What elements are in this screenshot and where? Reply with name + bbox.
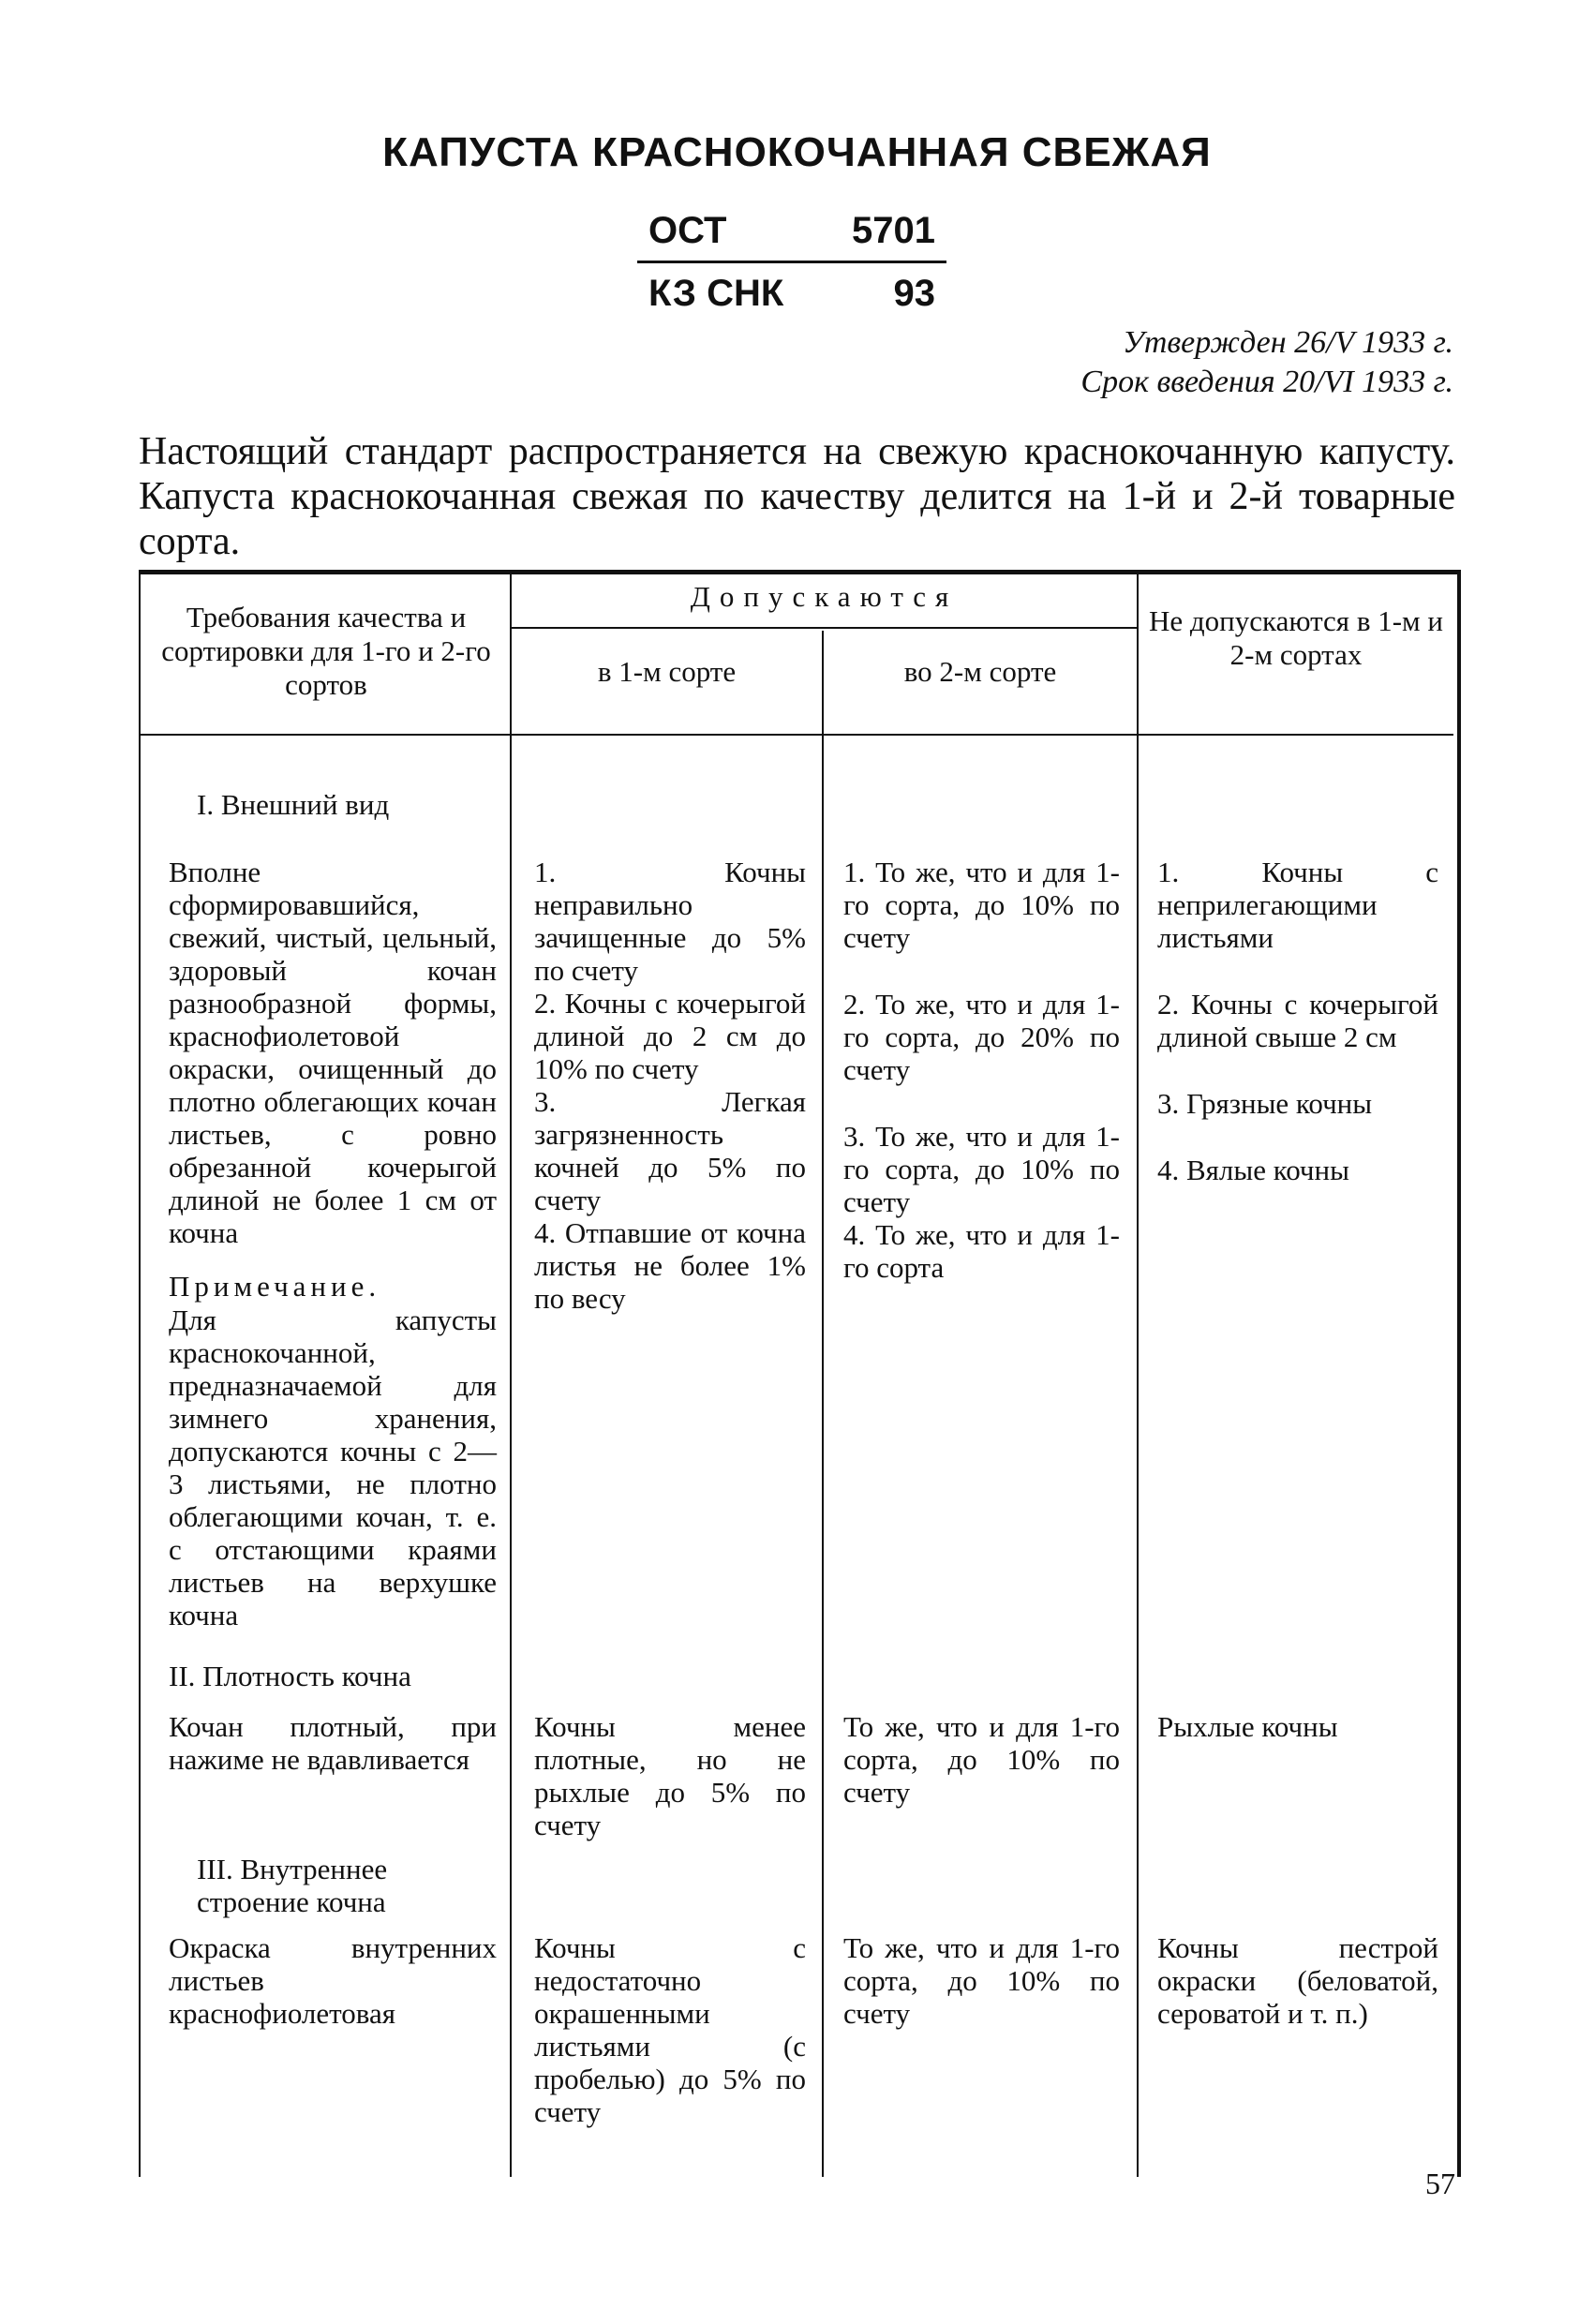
header-not-allowed: Не допускаются в 1-м и 2-м сортах <box>1149 604 1443 671</box>
grade1-item: 1. Кочны неправильно зачищенные до 5% по счету <box>534 856 806 987</box>
section3-text: Окраска внутренних листьев краснофиолетовая <box>169 1931 497 2030</box>
section1-note-label <box>169 1270 497 1303</box>
header-allowed: Допускаются <box>690 580 959 613</box>
section1-text: Вполне сформировавшийся, свежий, чистый, цельный, здоровый кочан разнообразной формы, краснофиолетовой окраски, очищенный до плотно облегающих кочан листьев, с ровно обрезанной кочерыгой длиной не более 1 см от кочна <box>169 856 497 1249</box>
section2-not-allowed: Рыхлые кочны <box>1157 1710 1338 1743</box>
standard-number <box>637 204 946 320</box>
section2-grade2: То же, что и для 1-го сорта, до 10% по счету <box>843 1710 1120 1809</box>
header-bottom-rule <box>141 734 1453 736</box>
section2-grade1: Кочны менее плотные, но не рыхлые до 5% по счету <box>534 1710 806 1841</box>
section3-grade2: То же, что и для 1-го сорта, до 10% по счету <box>843 1931 1120 2030</box>
issuer-label: КЗ СНК <box>648 272 784 314</box>
header-subrule <box>512 627 1137 629</box>
note-label: Примечание. <box>169 1270 381 1303</box>
column-divider <box>822 631 824 2177</box>
approval-block <box>1080 323 1453 402</box>
page-title: КАПУСТА КРАСНОКОЧАННАЯ СВЕЖАЯ <box>382 129 1212 175</box>
header-grade1: в 1-м сорте <box>597 655 737 688</box>
header-requirements: Требования качества и сортировки для 1-го и 2-го сортов <box>161 601 491 701</box>
grade1-item: 3. Легкая загрязненность кочней до 5% по счету <box>534 1085 806 1216</box>
fraction-rule <box>637 261 946 263</box>
approved-date: Утвержден 26/V 1933 г. <box>1122 325 1453 360</box>
section1-note-text: Для капусты краснокочанной, предназначаемой для зимнего хранения, допускаются кочны с 2—3 листьями, не плотно облегающими кочан, т. е. с отстающими краями листьев на верхушке кочна <box>169 1304 497 1631</box>
grade1-item: 2. Кочны с кочерыгой длиной до 2 см до 10% по счету <box>534 987 806 1085</box>
page-number: 57 <box>1425 2167 1455 2200</box>
grade2-item: 3. То же, что и для 1-го сорта, до 10% по счету <box>843 1120 1120 1218</box>
section3-grade1: Кочны с недостаточно окрашенными листьями (с пробелью) до 5% по счету <box>534 1931 806 2128</box>
section1-not-allowed <box>1157 856 1438 1186</box>
not-allowed-item: 2. Кочны с кочерыгой длиной свыше 2 см <box>1157 988 1438 1053</box>
grade2-item: 1. То же, что и для 1-го сорта, до 10% по счету <box>843 856 1120 954</box>
effective-date: Срок введения 20/VI 1933 г. <box>1080 365 1453 399</box>
standard-code: 5701 <box>852 209 935 251</box>
not-allowed-item: 4. Вялые кочны <box>1157 1154 1349 1186</box>
grade2-item: 2. То же, что и для 1-го сорта, до 20% по счету <box>843 988 1120 1086</box>
grade1-item: 4. Отпавшие от кочна листья не более 1% по весу <box>534 1216 806 1315</box>
issuer-code: 93 <box>893 272 935 314</box>
not-allowed-item: 1. Кочны с неприлегающими листьями <box>1157 856 1438 954</box>
section1-heading: I. Внешний вид <box>197 788 390 821</box>
section2-text: Кочан плотный, при нажиме не вдавливается <box>169 1710 497 1776</box>
column-divider <box>1137 574 1139 2177</box>
section2-heading: II. Плотность кочна <box>169 1660 411 1692</box>
section3-heading: III. Внутреннее строение кочна <box>197 1853 388 1918</box>
section1-grade1 <box>534 856 806 1315</box>
standard-label: ОСТ <box>648 209 727 251</box>
grade2-item: 4. То же, что и для 1-го сорта <box>843 1218 1120 1284</box>
header-grade2: во 2-м сорте <box>903 655 1057 688</box>
intro-paragraph: Настоящий стандарт распространяется на свежую краснокочанную капусту. Капуста краснокочанная свежая по качеству делится на 1-й и 2-й товарные сорта. <box>139 430 1455 563</box>
section3-not-allowed: Кочны пестрой окраски (беловатой, сероватой и т. п.) <box>1157 1931 1438 2030</box>
not-allowed-item: 3. Грязные кочны <box>1157 1087 1373 1120</box>
quality-table <box>139 570 1461 2177</box>
column-divider <box>510 574 512 2177</box>
section1-grade2 <box>843 856 1120 1284</box>
